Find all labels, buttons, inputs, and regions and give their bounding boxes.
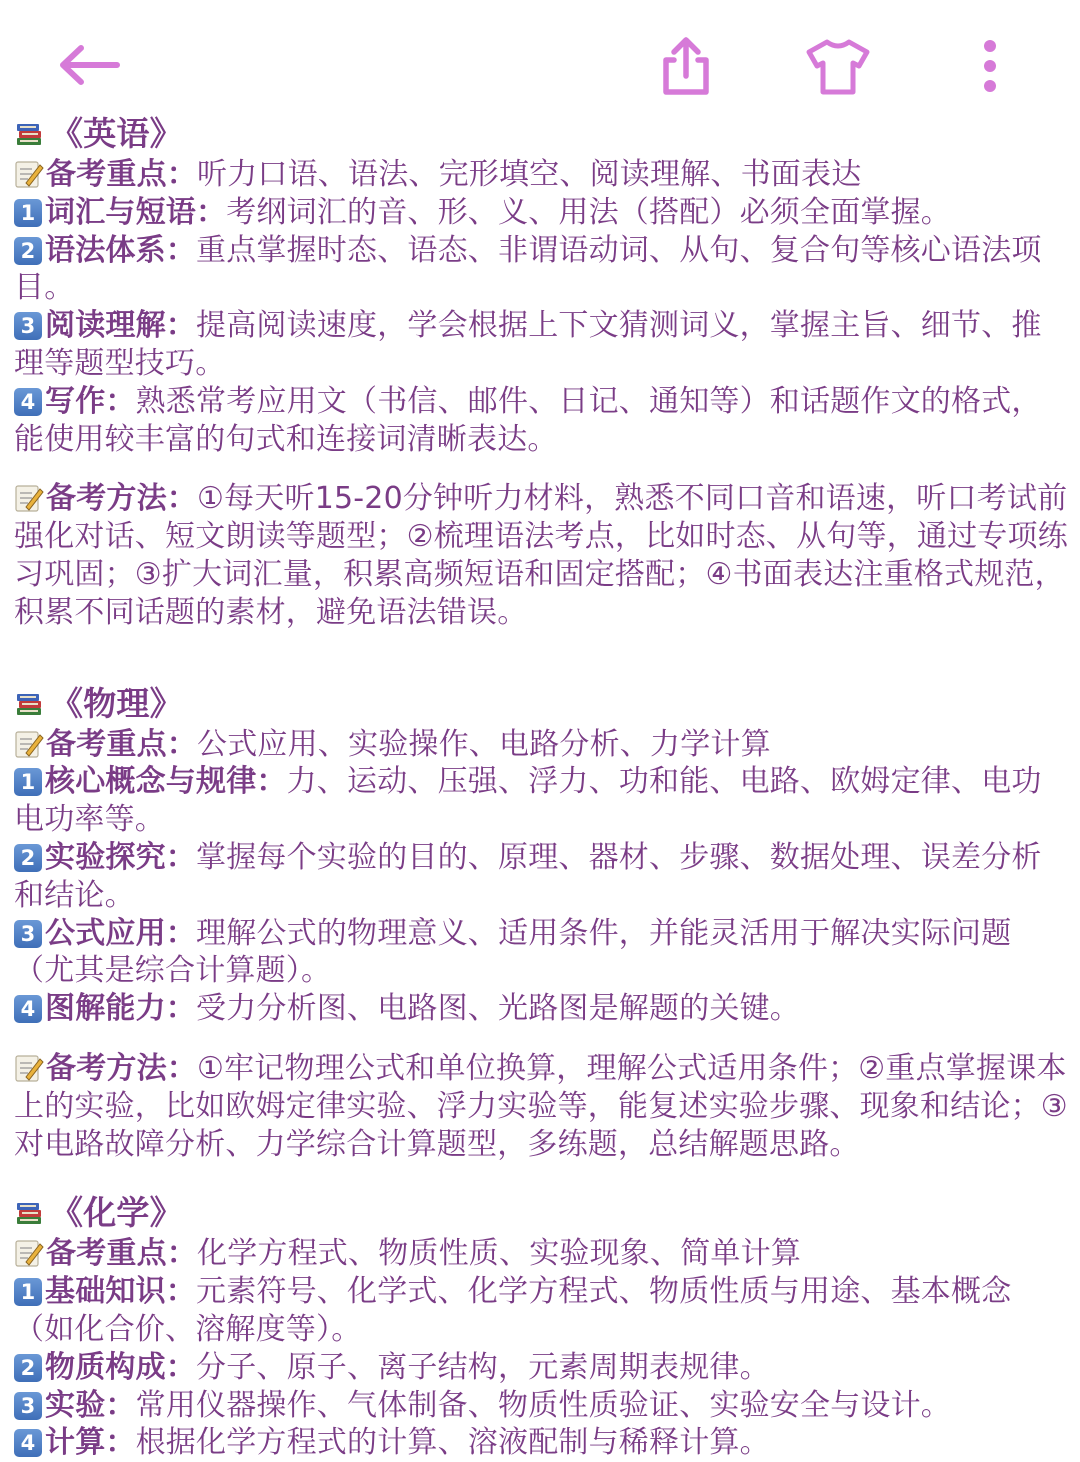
keycap-2-icon: 2 bbox=[14, 844, 42, 872]
focus-label: 备考重点： bbox=[46, 726, 197, 762]
memo-icon bbox=[14, 159, 44, 189]
item-text: 熟悉常考应用文（书信、邮件、日记、通知等）和话题作文的格式，能使用较丰富的句式和连接词清晰表达。 bbox=[14, 383, 1042, 457]
method-line bbox=[14, 1050, 1070, 1163]
section-title-text: 《英语》 bbox=[50, 114, 183, 153]
item-label: 物质构成： bbox=[45, 1349, 196, 1385]
share-button[interactable] bbox=[648, 28, 724, 104]
focus-line bbox=[14, 1235, 1070, 1273]
memo-icon bbox=[14, 483, 44, 513]
books-icon bbox=[14, 119, 44, 149]
item-text: 受力分析图、电路图、光路图是解题的关键。 bbox=[196, 991, 800, 1027]
item-text: 元素符号、化学式、化学方程式、物质性质与用途、基本概念（如化合价、溶解度等）。 bbox=[14, 1274, 1012, 1347]
keycap-4-icon: 4 bbox=[14, 1429, 42, 1457]
item-label: 核心概念与规律： bbox=[45, 764, 287, 800]
item-label: 基础知识： bbox=[45, 1274, 196, 1310]
item-label: 公式应用： bbox=[45, 915, 196, 951]
item-label: 实验探究： bbox=[45, 839, 196, 875]
section-title-text: 《物理》 bbox=[50, 683, 183, 723]
theme-button[interactable] bbox=[800, 28, 876, 104]
section-english bbox=[14, 112, 1070, 632]
focus-line bbox=[14, 156, 1070, 194]
keycap-1-icon: 1 bbox=[14, 199, 42, 227]
memo-icon bbox=[14, 1053, 44, 1083]
list-item bbox=[14, 915, 1070, 991]
item-label: 写作： bbox=[45, 383, 136, 419]
more-vertical-icon bbox=[980, 36, 1000, 96]
keycap-1-icon: 1 bbox=[14, 768, 42, 796]
item-text: 重点掌握时态、语态、非谓语动词、从句、复合句等核心语法项目。 bbox=[14, 232, 1042, 306]
share-icon bbox=[656, 34, 716, 98]
list-item bbox=[14, 990, 1070, 1028]
item-text: 分子、原子、离子结构，元素周期表规律。 bbox=[196, 1349, 770, 1385]
item-text: 常用仪器操作、气体制备、物质性质验证、实验安全与设计。 bbox=[135, 1387, 952, 1423]
section-title bbox=[14, 112, 1070, 156]
memo-icon bbox=[14, 1238, 44, 1268]
list-item bbox=[14, 1273, 1070, 1349]
section-physics bbox=[14, 682, 1070, 1164]
method-text: ①每天听15-20分钟听力材料，熟悉不同口音和语速，听口考试前强化对话、短文朗读等题型；②梳理语法考点，比如时态、从句等，通过专项练习巩固；③扩大词汇量，积累高频短语和固定搭配；④书面表达注重格式规范，积累不同话题的素材，避免语法错误。 bbox=[14, 481, 1068, 630]
tshirt-icon bbox=[805, 36, 871, 96]
note-content bbox=[14, 112, 1070, 1462]
method-label: 备考方法： bbox=[46, 481, 197, 517]
method-label: 备考方法： bbox=[46, 1050, 197, 1086]
back-button[interactable] bbox=[48, 30, 128, 100]
focus-label: 备考重点： bbox=[46, 1236, 197, 1272]
item-text: 掌握每个实验的目的、原理、器材、步骤、数据处理、误差分析和结论。 bbox=[14, 839, 1042, 913]
section-chemistry bbox=[14, 1191, 1070, 1462]
list-item bbox=[14, 1424, 1070, 1462]
focus-line bbox=[14, 726, 1070, 764]
method-line bbox=[14, 480, 1070, 631]
list-item bbox=[14, 1349, 1070, 1387]
item-text: 理解公式的物理意义、适用条件，并能灵活用于解决实际问题（尤其是综合计算题）。 bbox=[14, 915, 1012, 989]
keycap-4-icon: 4 bbox=[14, 388, 42, 416]
list-item bbox=[14, 194, 1070, 232]
keycap-3-icon: 3 bbox=[14, 312, 42, 340]
item-label: 词汇与短语： bbox=[45, 194, 227, 230]
list-item bbox=[14, 232, 1070, 308]
memo-icon bbox=[14, 729, 44, 759]
focus-text: 公式应用、实验操作、电路分析、力学计算 bbox=[197, 726, 771, 762]
list-item bbox=[14, 307, 1070, 383]
arrow-left-icon bbox=[53, 40, 123, 90]
keycap-4-icon: 4 bbox=[14, 995, 42, 1023]
list-item bbox=[14, 839, 1070, 915]
section-title bbox=[14, 1191, 1070, 1235]
item-label: 实验： bbox=[45, 1387, 136, 1423]
section-title-text: 《化学》 bbox=[50, 1193, 183, 1233]
keycap-3-icon: 3 bbox=[14, 1392, 42, 1420]
keycap-2-icon: 2 bbox=[14, 1354, 42, 1382]
item-label: 计算： bbox=[45, 1425, 136, 1461]
list-item bbox=[14, 763, 1070, 839]
more-button[interactable] bbox=[960, 28, 1020, 104]
books-icon bbox=[14, 689, 44, 719]
focus-text: 化学方程式、物质性质、实验现象、简单计算 bbox=[197, 1236, 801, 1272]
keycap-3-icon: 3 bbox=[14, 920, 42, 948]
books-icon bbox=[14, 1198, 44, 1228]
item-text: 根据化学方程式的计算、溶液配制与稀释计算。 bbox=[135, 1425, 770, 1461]
focus-label: 备考重点： bbox=[46, 157, 197, 192]
item-label: 语法体系： bbox=[45, 232, 196, 268]
keycap-2-icon: 2 bbox=[14, 237, 42, 265]
keycap-1-icon: 1 bbox=[14, 1278, 42, 1306]
item-label: 阅读理解： bbox=[45, 308, 196, 344]
item-text: 力、运动、压强、浮力、功和能、电路、欧姆定律、电功电功率等。 bbox=[14, 764, 1042, 838]
method-text: ①牢记物理公式和单位换算，理解公式适用条件；②重点掌握课本上的实验，比如欧姆定律实验、浮力实验等，能复述实验步骤、现象和结论；③对电路故障分析、力学综合计算题型，多练题，总结解题思路。 bbox=[14, 1050, 1068, 1162]
focus-text: 听力口语、语法、完形填空、阅读理解、书面表达 bbox=[197, 157, 862, 192]
item-text: 考纲词汇的音、形、义、用法（搭配）必须全面掌握。 bbox=[226, 194, 952, 230]
section-title bbox=[14, 682, 1070, 726]
item-label: 图解能力： bbox=[45, 991, 196, 1027]
top-toolbar bbox=[0, 0, 1080, 120]
list-item bbox=[14, 383, 1070, 459]
item-text: 提高阅读速度，学会根据上下文猜测词义，掌握主旨、细节、推理等题型技巧。 bbox=[14, 308, 1042, 381]
list-item bbox=[14, 1387, 1070, 1425]
